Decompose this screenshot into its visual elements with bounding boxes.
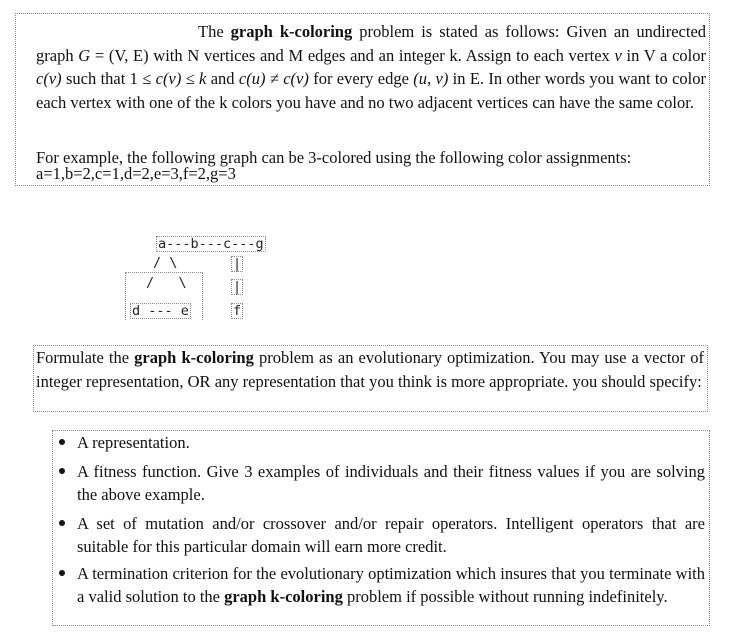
bullet-dot — [59, 570, 65, 576]
bullet-item-4: A termination criterion for the evolutionary optimization which insures that you terminate with a valid solution to the graph k-coloring problem if possible without running indefinitely. — [77, 562, 705, 608]
graph-row-2: / \ — [153, 255, 178, 271]
graph-row-3: / \ — [146, 275, 187, 291]
bullet-dot — [59, 439, 65, 445]
graph-row-4: d --- e — [132, 303, 189, 319]
intro-bold-term: graph k-coloring — [230, 22, 353, 41]
example-line-1: For example, the following graph can be 3-colored using the following color assignments: — [36, 148, 632, 167]
graph-bar-1: | — [233, 256, 242, 272]
graph-row-1: a---b---c---g — [158, 236, 264, 252]
example-line-2: a=1,b=2,c=1,d=2,e=3,f=2,g=3 — [36, 164, 236, 183]
task-paragraph: Formulate the graph k-coloring problem as an evolutionary optimization. You may use a vector of integer representation, OR any representation that you think is more appropriate. you should specify: — [36, 348, 704, 391]
graph-bar-2: | — [233, 279, 242, 295]
graph-left-bracket — [125, 272, 203, 320]
task-bold-term: graph k-coloring — [134, 348, 254, 367]
bullet-dot — [59, 468, 65, 474]
bullet-item-1: A representation. — [77, 431, 705, 454]
bullet-bold-term: graph k-coloring — [224, 587, 343, 606]
bullet-item-2: A fitness function. Give 3 examples of individuals and their fitness values if you are solving the above example. — [77, 460, 705, 506]
intro-paragraph: The graph k-coloring problem is stated as follows: Given an undirected graph G = (V, E) with N vertices and M edges and an integer k. Assign to each vertex v in V a color c(v) such that 1 ≤ c(v) ≤ k and c(u) ≠ c(v) for every edge (u, v) in E. In other words you want to color each vertex with one of the k colors you have and no two adjacent vertices can have the same color. — [36, 22, 707, 112]
bullet-dot — [59, 520, 65, 526]
graph-node-f: f — [233, 303, 242, 319]
bullet-item-3: A set of mutation and/or crossover and/or repair operators. Intelligent operators that are suitable for this particular domain will earn more credit. — [77, 512, 705, 558]
graph-symbol: G — [78, 45, 91, 65]
